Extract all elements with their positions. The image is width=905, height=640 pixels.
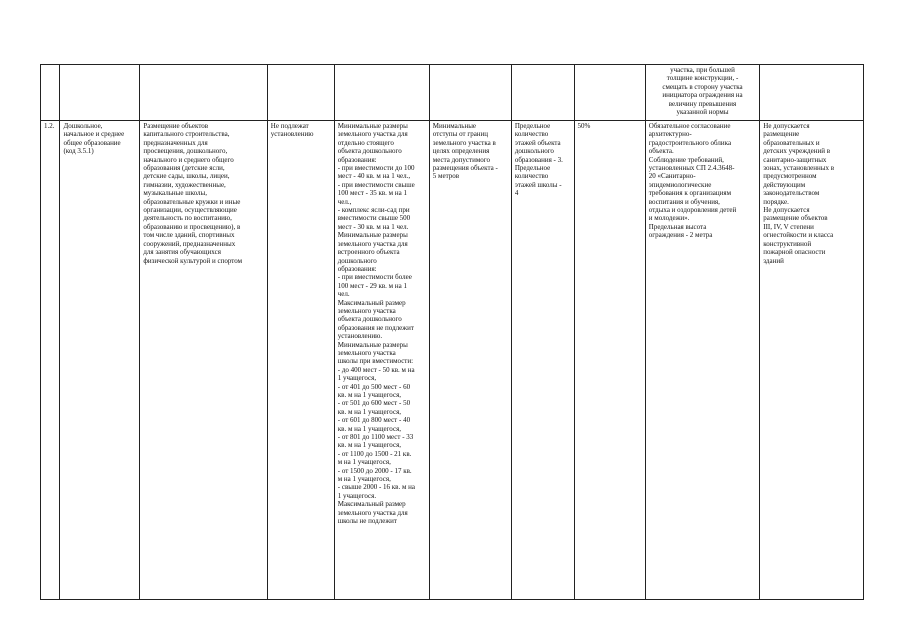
text-line: земельного участка для [337,130,408,139]
text-line: Не допускается [763,206,810,215]
text-line: величину превышения [668,99,737,108]
cell-setback-empty [429,65,511,121]
text-line: установленных СП 2.4.3648- [648,164,735,173]
text-line: - от 801 до 1100 мест - 33 [337,433,414,442]
text-line: - при вместимости свыше [337,180,415,189]
text-line: Минимальные размеры [337,340,408,349]
text-line: участка, при большей [670,66,735,74]
table-row-education [41,121,864,600]
text-line: предназначенных для [143,138,208,147]
text-line: вместимости свыше 500 [337,214,411,223]
text-line: действующим [763,180,806,189]
text-line: законодательством [763,189,820,198]
text-line: инициатора ограждения на [662,91,743,100]
text-line: м на 1 учащегося, [337,475,391,484]
text-line: Дошкольное, [63,122,103,130]
cell-floors [511,121,574,600]
row-number: 1.2. [44,122,55,130]
text-line: образования: [337,264,377,273]
text-line: кв. м на 1 учащегося, [337,441,402,450]
text-line: кв. м на 1 учащегося, [337,391,402,399]
text-line: музыкальные школы, [143,189,208,198]
text-line: воспитания и обучения, [648,197,720,206]
cell-restrictions [760,121,864,600]
table-row-continuation [41,65,864,121]
text-line: Минимальные размеры [337,231,408,240]
text-line: архитектурно- [648,130,692,139]
text-line: деятельность по воспитанию, [143,214,232,223]
cell-description-empty [140,65,267,121]
text-line: - комплекс ясли-сад при [337,206,410,215]
text-line: образования не подлежит [337,323,414,332]
text-line: чел., [337,197,352,206]
text-line: школы не подлежит [337,517,397,526]
text-line: отдельно стоящего [337,138,394,147]
text-line: - до 400 мест - 50 кв. м на [337,365,415,374]
text-line: Не допускается [763,122,810,130]
text-line: размещения объекта - [432,164,498,173]
text-line: Предельное [514,122,551,130]
text-line: целях определения [432,147,490,156]
text-line: Размещение объектов [143,122,209,130]
text-line: конструктивной [763,239,812,248]
text-line: предусмотренном [763,172,817,181]
text-line: пожарной опасности [763,248,826,257]
text-line: - от 1100 до 1500 - 21 кв. [337,449,412,458]
text-line: толщине конструкции, - [666,74,739,83]
text-line: общее образование [63,138,121,147]
text-line: установлению. [337,332,383,341]
text-line: дошкольного [337,256,377,265]
cell-name [60,121,140,600]
text-line: просвещения, дошкольного, [143,147,228,156]
cell-not-subject [267,121,334,600]
text-line: начальное и среднее [63,130,125,139]
text-line: сооружений, предназначенных [143,239,236,248]
cell-description [140,121,267,600]
text-line: санитарно-защитных [763,155,827,164]
text-line: Соблюдение требований, [648,155,724,164]
text-line: 100 мест - 35 кв. м на 1 [337,189,407,198]
text-line: для занятия обучающихся [143,248,221,257]
text-line: этажей объекта [514,138,561,147]
text-line: организации, осуществляющие [143,206,237,215]
text-line: 1 учащегося, [337,374,377,383]
text-line: размещение [763,130,800,139]
text-line: начального и среднего общего [143,155,234,164]
cell-coverage-empty [574,65,645,121]
text-line: земельного участка в [432,138,496,147]
text-line: установлению [270,130,314,139]
text-line: ограждения - 2 метра [648,231,713,240]
text-line: кв. м на 1 учащегося, [337,407,402,416]
cell-number-empty [41,65,60,121]
text-line: количество [514,172,549,181]
text-line: Минимальные размеры [337,122,408,130]
text-line: Предельная высота [648,222,707,231]
text-line: образовательных и [763,138,820,147]
text-line: образования (детские ясли, [143,164,225,173]
text-line: зданий [763,256,784,265]
text-line: 20 «Санитарно- [648,172,696,181]
text-line: земельного участка [337,306,396,315]
text-line: кв. м на 1 учащегося, [337,424,402,433]
text-line: 1 учащегося. [337,491,377,500]
text-line: образования - 3. [514,155,563,164]
text-line: земельного участка для [337,508,408,517]
text-line: (код 3.5.1) [63,147,94,156]
text-line: м на 1 учащегося, [337,458,391,467]
text-line: эпидемиологические [648,180,712,189]
text-line: 100 мест - 29 кв. м на 1 [337,281,407,290]
text-line: дошкольного [514,147,554,156]
text-line: встроенного объекта [337,248,400,257]
text-line: - при вместимости более [337,273,412,282]
text-line: смещать в сторону участка [662,82,743,91]
text-line: градостроительного облика [648,138,732,147]
cell-not-subject-empty [267,65,334,121]
text-line: мест - 40 кв. м на 1 чел., [337,172,411,181]
text-line: количество [514,130,549,139]
text-line: указанной нормы [676,108,729,117]
text-line: - от 1500 до 2000 - 17 кв. [337,466,412,475]
text-line: объекта. [648,147,674,156]
text-line: чел. [337,290,350,299]
text-line: - от 601 до 800 мест - 40 [337,416,411,425]
text-line: образования: [337,155,377,164]
text-line: порядке. [763,197,789,206]
cell-number [41,121,60,600]
text-line: - при вместимости до 100 [337,164,415,173]
text-line: объекта дошкольного [337,315,402,324]
text-line: Минимальные [432,122,477,130]
text-line: образовательные кружки и иные [143,197,241,206]
text-line: капитального строительства, [143,130,230,139]
text-line: зонах, установленных в [763,164,835,173]
text-line: этажей школы - [514,180,562,189]
text-line: Максимальный размер [337,298,406,307]
text-line: образованию и просвещению), в [143,222,241,231]
text-line: школы при вместимости: [337,357,414,366]
cell-coverage [574,121,645,600]
text-line: размещение объектов [763,214,828,223]
text-line: отступы от границ [432,130,489,139]
cell-requirements-continued [645,65,759,121]
cell-restrictions-empty [760,65,864,121]
text-line: Максимальный размер [337,500,406,509]
text-line: земельного участка для [337,239,408,248]
cell-requirements [645,121,759,600]
text-line: мест - 30 кв. м на 1 чел. [337,222,409,231]
cell-plot-size-empty [334,65,429,121]
text-line: требования к организациям [648,189,732,198]
text-line: детские сады, школы, лицеи, [143,172,230,181]
text-line: 4 [514,189,519,198]
text-line: гимназии, художественные, [143,180,226,189]
text-line: III, IV, V степени [763,222,814,231]
text-line: отдыха и оздоровления детей [648,206,737,215]
text-line: детских учреждений в [763,147,831,156]
text-line: объекта дошкольного [337,147,402,156]
coverage-value: 50% [577,122,591,130]
text-line: том числе зданий, спортивных [143,231,235,240]
cell-plot-size [334,121,429,600]
text-line: физической культурой и спортом [143,256,242,265]
text-line: - свыше 2000 - 16 кв. м на [337,483,416,492]
text-line: места допустимого [432,155,490,164]
text-line: - от 401 до 500 мест - 60 [337,382,411,391]
cell-floors-empty [511,65,574,121]
text-line: и молодежи». [648,214,690,223]
zoning-regulations-table [40,64,864,600]
cell-name-empty [60,65,140,121]
text-line: огнестойкости и класса [763,231,834,240]
text-line: земельного участка [337,348,396,357]
text-line: Не подлежат [270,122,309,130]
text-line: - от 501 до 600 мест - 50 [337,399,411,408]
text-line: Обязательное согласование [648,122,731,130]
text-line: Предельное [514,164,551,173]
cell-setback [429,121,511,600]
text-line: 5 метров [432,172,460,181]
